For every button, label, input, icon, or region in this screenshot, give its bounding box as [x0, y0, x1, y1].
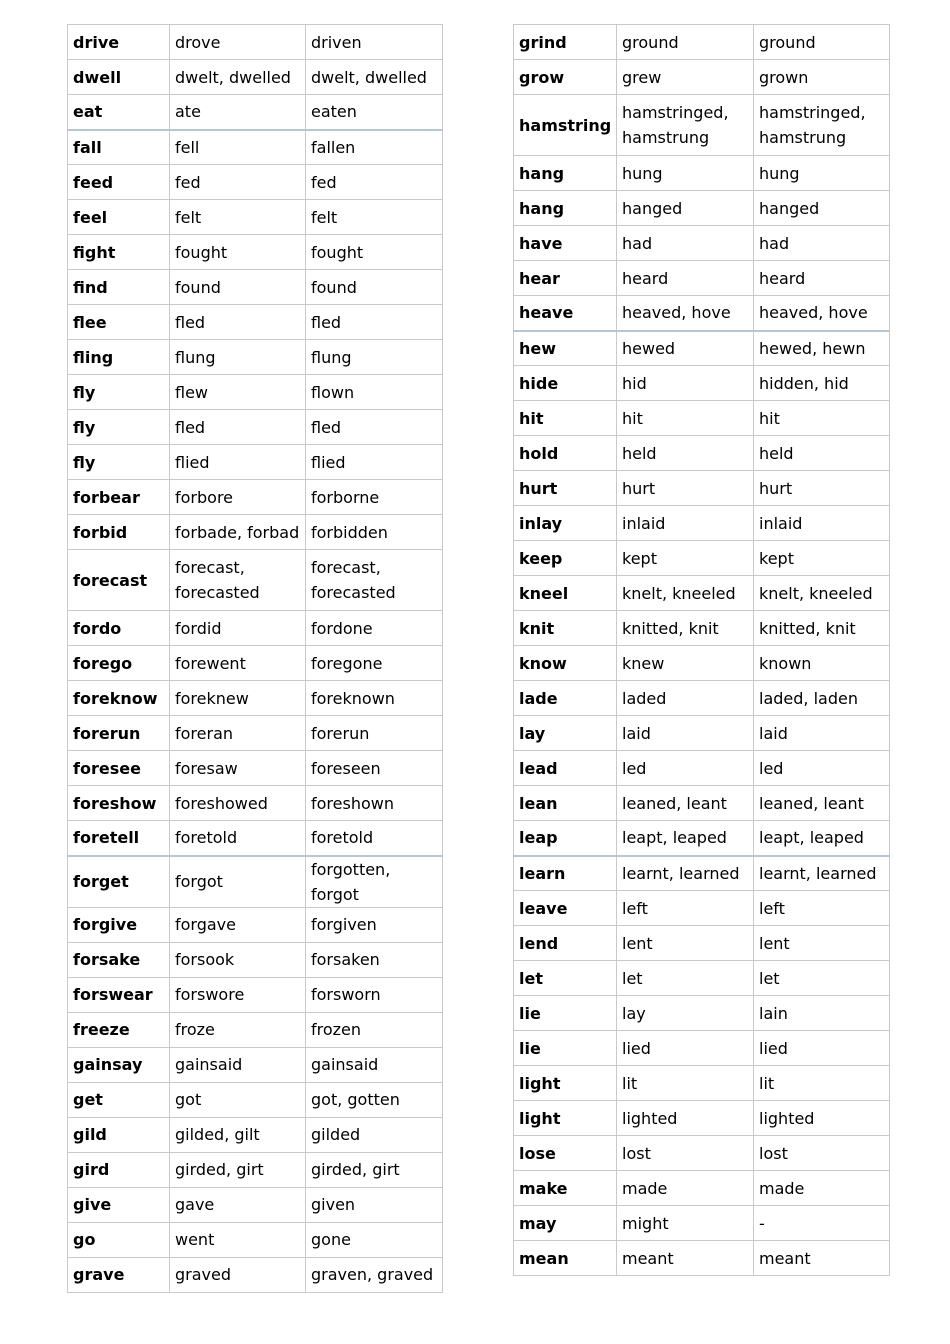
past-participle-cell: lighted	[754, 1101, 890, 1136]
base-form-cell: lead	[514, 751, 617, 786]
past-simple-cell: lent	[617, 926, 754, 961]
table-row	[68, 751, 443, 786]
past-simple-cell: froze	[170, 1012, 306, 1047]
past-participle-cell: gilded	[306, 1117, 443, 1152]
base-form-cell: kneel	[514, 576, 617, 611]
past-simple-cell: gilded, gilt	[170, 1117, 306, 1152]
table-row	[514, 191, 890, 226]
base-form-cell: find	[68, 270, 170, 305]
past-participle-cell: fallen	[306, 130, 443, 165]
past-participle-cell: foreknown	[306, 681, 443, 716]
base-form-cell: may	[514, 1206, 617, 1241]
past-simple-cell: laded	[617, 681, 754, 716]
past-participle-cell: foregone	[306, 646, 443, 681]
table-row	[68, 1082, 443, 1117]
table-row	[514, 1241, 890, 1276]
past-participle-cell: grown	[754, 60, 890, 95]
past-simple-cell: felt	[170, 200, 306, 235]
past-participle-cell: lit	[754, 1066, 890, 1101]
past-simple-cell: forswore	[170, 977, 306, 1012]
base-form-cell: forego	[68, 646, 170, 681]
past-participle-cell: driven	[306, 25, 443, 60]
past-participle-cell: frozen	[306, 1012, 443, 1047]
verb-table-right	[513, 24, 890, 1276]
past-simple-cell: foresaw	[170, 751, 306, 786]
past-participle-cell: lent	[754, 926, 890, 961]
past-simple-cell: lit	[617, 1066, 754, 1101]
past-participle-cell: girded, girt	[306, 1152, 443, 1187]
base-form-cell: foretell	[68, 821, 170, 856]
table-row	[514, 95, 890, 156]
base-form-cell: inlay	[514, 506, 617, 541]
past-participle-cell: heaved, hove	[754, 296, 890, 331]
past-simple-cell: forsook	[170, 942, 306, 977]
past-participle-cell: forbidden	[306, 515, 443, 550]
past-participle-cell: flung	[306, 340, 443, 375]
table-row	[68, 1012, 443, 1047]
past-simple-cell: held	[617, 436, 754, 471]
table-row	[514, 576, 890, 611]
past-participle-cell: eaten	[306, 95, 443, 130]
past-simple-cell: graved	[170, 1257, 306, 1292]
past-participle-cell: led	[754, 751, 890, 786]
table-row	[514, 751, 890, 786]
base-form-cell: lie	[514, 996, 617, 1031]
table-row	[514, 401, 890, 436]
past-participle-cell: heard	[754, 261, 890, 296]
past-participle-cell: found	[306, 270, 443, 305]
table-row	[514, 506, 890, 541]
base-form-cell: hang	[514, 156, 617, 191]
table-row	[514, 436, 890, 471]
base-form-cell: gild	[68, 1117, 170, 1152]
base-form-cell: freeze	[68, 1012, 170, 1047]
past-participle-cell: foreshown	[306, 786, 443, 821]
table-row	[68, 25, 443, 60]
past-participle-cell: forsaken	[306, 942, 443, 977]
past-participle-cell: hurt	[754, 471, 890, 506]
table-row	[514, 25, 890, 60]
base-form-cell: forbid	[68, 515, 170, 550]
past-participle-cell: known	[754, 646, 890, 681]
base-form-cell: get	[68, 1082, 170, 1117]
table-row	[68, 550, 443, 611]
table-row	[68, 786, 443, 821]
table-row	[514, 1031, 890, 1066]
past-participle-cell: hewed, hewn	[754, 331, 890, 366]
table-row	[514, 856, 890, 891]
table-row	[514, 541, 890, 576]
past-participle-cell: knelt, kneeled	[754, 576, 890, 611]
table-row	[68, 646, 443, 681]
base-form-cell: hit	[514, 401, 617, 436]
past-simple-cell: ground	[617, 25, 754, 60]
base-form-cell: fly	[68, 410, 170, 445]
base-form-cell: eat	[68, 95, 170, 130]
past-participle-cell: fled	[306, 305, 443, 340]
table-row	[514, 1136, 890, 1171]
table-row	[68, 1152, 443, 1187]
past-simple-cell: hamstringed, hamstrung	[617, 95, 754, 156]
table-row	[68, 375, 443, 410]
past-simple-cell: leaned, leant	[617, 786, 754, 821]
past-participle-cell: laid	[754, 716, 890, 751]
past-participle-cell: foretold	[306, 821, 443, 856]
table-row	[68, 1257, 443, 1292]
past-participle-cell: leaned, leant	[754, 786, 890, 821]
past-simple-cell: grew	[617, 60, 754, 95]
past-simple-cell: hung	[617, 156, 754, 191]
past-participle-cell: forsworn	[306, 977, 443, 1012]
base-form-cell: knit	[514, 611, 617, 646]
base-form-cell: forswear	[68, 977, 170, 1012]
base-form-cell: hang	[514, 191, 617, 226]
past-simple-cell: forewent	[170, 646, 306, 681]
past-participle-cell: hung	[754, 156, 890, 191]
table-row	[68, 235, 443, 270]
past-participle-cell: hamstringed, hamstrung	[754, 95, 890, 156]
past-participle-cell: dwelt, dwelled	[306, 60, 443, 95]
table-row	[68, 305, 443, 340]
table-row	[514, 156, 890, 191]
past-simple-cell: fordid	[170, 611, 306, 646]
base-form-cell: dwell	[68, 60, 170, 95]
past-simple-cell: forgot	[170, 856, 306, 908]
table-row	[68, 410, 443, 445]
base-form-cell: drive	[68, 25, 170, 60]
table-row	[514, 716, 890, 751]
past-simple-cell: dwelt, dwelled	[170, 60, 306, 95]
table-row	[68, 716, 443, 751]
past-simple-cell: knew	[617, 646, 754, 681]
past-simple-cell: hanged	[617, 191, 754, 226]
past-participle-cell: forgotten, forgot	[306, 856, 443, 908]
base-form-cell: hide	[514, 366, 617, 401]
base-form-cell: fall	[68, 130, 170, 165]
past-participle-cell: leapt, leaped	[754, 821, 890, 856]
past-simple-cell: flied	[170, 445, 306, 480]
past-simple-cell: gainsaid	[170, 1047, 306, 1082]
past-simple-cell: forbore	[170, 480, 306, 515]
table-row	[514, 226, 890, 261]
base-form-cell: lend	[514, 926, 617, 961]
table-row	[514, 1206, 890, 1241]
table-row	[514, 296, 890, 331]
past-participle-cell: left	[754, 891, 890, 926]
base-form-cell: forecast	[68, 550, 170, 611]
table-row	[514, 60, 890, 95]
past-simple-cell: fell	[170, 130, 306, 165]
past-simple-cell: left	[617, 891, 754, 926]
past-simple-cell: learnt, learned	[617, 856, 754, 891]
base-form-cell: hew	[514, 331, 617, 366]
base-form-cell: grave	[68, 1257, 170, 1292]
past-participle-cell: flied	[306, 445, 443, 480]
past-simple-cell: flung	[170, 340, 306, 375]
past-simple-cell: drove	[170, 25, 306, 60]
past-simple-cell: knelt, kneeled	[617, 576, 754, 611]
verb-table-right-body	[514, 25, 890, 1276]
table-row	[514, 821, 890, 856]
past-participle-cell: hidden, hid	[754, 366, 890, 401]
base-form-cell: forerun	[68, 716, 170, 751]
past-participle-cell: felt	[306, 200, 443, 235]
table-row	[68, 942, 443, 977]
past-participle-cell: got, gotten	[306, 1082, 443, 1117]
table-row	[514, 261, 890, 296]
base-form-cell: give	[68, 1187, 170, 1222]
table-row	[514, 961, 890, 996]
past-participle-cell: lost	[754, 1136, 890, 1171]
past-simple-cell: let	[617, 961, 754, 996]
base-form-cell: leave	[514, 891, 617, 926]
past-simple-cell: led	[617, 751, 754, 786]
past-simple-cell: flew	[170, 375, 306, 410]
base-form-cell: hamstring	[514, 95, 617, 156]
past-simple-cell: lied	[617, 1031, 754, 1066]
past-participle-cell: inlaid	[754, 506, 890, 541]
past-simple-cell: forecast, forecasted	[170, 550, 306, 611]
table-row	[68, 821, 443, 856]
base-form-cell: lie	[514, 1031, 617, 1066]
past-participle-cell: flown	[306, 375, 443, 410]
past-participle-cell: learnt, learned	[754, 856, 890, 891]
table-row	[514, 681, 890, 716]
table-row	[514, 1171, 890, 1206]
past-participle-cell: had	[754, 226, 890, 261]
base-form-cell: go	[68, 1222, 170, 1257]
past-simple-cell: lost	[617, 1136, 754, 1171]
base-form-cell: have	[514, 226, 617, 261]
past-simple-cell: gave	[170, 1187, 306, 1222]
table-row	[68, 977, 443, 1012]
table-row	[68, 907, 443, 942]
past-simple-cell: laid	[617, 716, 754, 751]
past-simple-cell: hid	[617, 366, 754, 401]
past-simple-cell: foreran	[170, 716, 306, 751]
base-form-cell: fling	[68, 340, 170, 375]
table-row	[514, 1101, 890, 1136]
table-row	[514, 1066, 890, 1101]
past-simple-cell: hurt	[617, 471, 754, 506]
table-row	[68, 95, 443, 130]
past-simple-cell: hewed	[617, 331, 754, 366]
past-simple-cell: fed	[170, 165, 306, 200]
past-simple-cell: foreshowed	[170, 786, 306, 821]
past-participle-cell: forgiven	[306, 907, 443, 942]
base-form-cell: fly	[68, 445, 170, 480]
table-row	[514, 646, 890, 681]
base-form-cell: heave	[514, 296, 617, 331]
base-form-cell: gainsay	[68, 1047, 170, 1082]
past-simple-cell: found	[170, 270, 306, 305]
past-simple-cell: lay	[617, 996, 754, 1031]
past-participle-cell: fed	[306, 165, 443, 200]
base-form-cell: fly	[68, 375, 170, 410]
table-row	[514, 996, 890, 1031]
past-participle-cell: made	[754, 1171, 890, 1206]
past-simple-cell: foreknew	[170, 681, 306, 716]
table-row	[68, 270, 443, 305]
base-form-cell: foresee	[68, 751, 170, 786]
table-row	[68, 60, 443, 95]
past-simple-cell: heaved, hove	[617, 296, 754, 331]
past-participle-cell: meant	[754, 1241, 890, 1276]
past-simple-cell: meant	[617, 1241, 754, 1276]
verb-table-left	[67, 24, 443, 1293]
past-participle-cell: hanged	[754, 191, 890, 226]
past-simple-cell: made	[617, 1171, 754, 1206]
past-simple-cell: might	[617, 1206, 754, 1241]
base-form-cell: mean	[514, 1241, 617, 1276]
past-participle-cell: forerun	[306, 716, 443, 751]
past-simple-cell: forbade, forbad	[170, 515, 306, 550]
past-simple-cell: foretold	[170, 821, 306, 856]
base-form-cell: hear	[514, 261, 617, 296]
base-form-cell: forsake	[68, 942, 170, 977]
base-form-cell: feel	[68, 200, 170, 235]
base-form-cell: keep	[514, 541, 617, 576]
past-simple-cell: forgave	[170, 907, 306, 942]
table-row	[68, 200, 443, 235]
past-participle-cell: lied	[754, 1031, 890, 1066]
table-row	[514, 611, 890, 646]
past-participle-cell: foreseen	[306, 751, 443, 786]
past-participle-cell: laded, laden	[754, 681, 890, 716]
table-row	[68, 611, 443, 646]
table-row	[68, 856, 443, 908]
past-simple-cell: fought	[170, 235, 306, 270]
base-form-cell: flee	[68, 305, 170, 340]
table-row	[68, 445, 443, 480]
base-form-cell: lean	[514, 786, 617, 821]
base-form-cell: grow	[514, 60, 617, 95]
base-form-cell: know	[514, 646, 617, 681]
base-form-cell: learn	[514, 856, 617, 891]
base-form-cell: grind	[514, 25, 617, 60]
past-participle-cell: let	[754, 961, 890, 996]
base-form-cell: light	[514, 1101, 617, 1136]
past-simple-cell: ate	[170, 95, 306, 130]
table-row	[68, 1187, 443, 1222]
base-form-cell: leap	[514, 821, 617, 856]
table-row	[68, 1222, 443, 1257]
past-simple-cell: fled	[170, 305, 306, 340]
table-row	[68, 480, 443, 515]
table-row	[514, 331, 890, 366]
past-participle-cell: ground	[754, 25, 890, 60]
base-form-cell: let	[514, 961, 617, 996]
past-participle-cell: given	[306, 1187, 443, 1222]
past-participle-cell: lain	[754, 996, 890, 1031]
past-simple-cell: fled	[170, 410, 306, 445]
past-simple-cell: went	[170, 1222, 306, 1257]
base-form-cell: forget	[68, 856, 170, 908]
past-simple-cell: leapt, leaped	[617, 821, 754, 856]
table-row	[68, 130, 443, 165]
past-simple-cell: inlaid	[617, 506, 754, 541]
base-form-cell: hurt	[514, 471, 617, 506]
verb-table-left-body	[68, 25, 443, 1293]
base-form-cell: forbear	[68, 480, 170, 515]
table-row	[68, 1047, 443, 1082]
table-row	[514, 891, 890, 926]
past-participle-cell: gone	[306, 1222, 443, 1257]
past-participle-cell: knitted, knit	[754, 611, 890, 646]
base-form-cell: lade	[514, 681, 617, 716]
past-participle-cell: fought	[306, 235, 443, 270]
past-participle-cell: gainsaid	[306, 1047, 443, 1082]
past-simple-cell: hit	[617, 401, 754, 436]
table-row	[68, 340, 443, 375]
base-form-cell: forgive	[68, 907, 170, 942]
past-simple-cell: knitted, knit	[617, 611, 754, 646]
base-form-cell: hold	[514, 436, 617, 471]
base-form-cell: fordo	[68, 611, 170, 646]
past-participle-cell: kept	[754, 541, 890, 576]
past-participle-cell: graven, graved	[306, 1257, 443, 1292]
past-simple-cell: got	[170, 1082, 306, 1117]
past-simple-cell: girded, girt	[170, 1152, 306, 1187]
past-participle-cell: hit	[754, 401, 890, 436]
table-row	[68, 515, 443, 550]
table-row	[68, 681, 443, 716]
past-simple-cell: kept	[617, 541, 754, 576]
base-form-cell: foreknow	[68, 681, 170, 716]
base-form-cell: foreshow	[68, 786, 170, 821]
base-form-cell: fight	[68, 235, 170, 270]
past-participle-cell: fordone	[306, 611, 443, 646]
base-form-cell: lose	[514, 1136, 617, 1171]
base-form-cell: gird	[68, 1152, 170, 1187]
past-participle-cell: held	[754, 436, 890, 471]
base-form-cell: lay	[514, 716, 617, 751]
base-form-cell: feed	[68, 165, 170, 200]
past-participle-cell: forecast, forecasted	[306, 550, 443, 611]
table-row	[514, 926, 890, 961]
table-row	[514, 786, 890, 821]
past-simple-cell: had	[617, 226, 754, 261]
table-row	[514, 471, 890, 506]
base-form-cell: light	[514, 1066, 617, 1101]
past-simple-cell: lighted	[617, 1101, 754, 1136]
past-participle-cell: fled	[306, 410, 443, 445]
table-row	[514, 366, 890, 401]
table-row	[68, 165, 443, 200]
base-form-cell: make	[514, 1171, 617, 1206]
past-participle-cell: -	[754, 1206, 890, 1241]
past-participle-cell: forborne	[306, 480, 443, 515]
table-row	[68, 1117, 443, 1152]
past-simple-cell: heard	[617, 261, 754, 296]
